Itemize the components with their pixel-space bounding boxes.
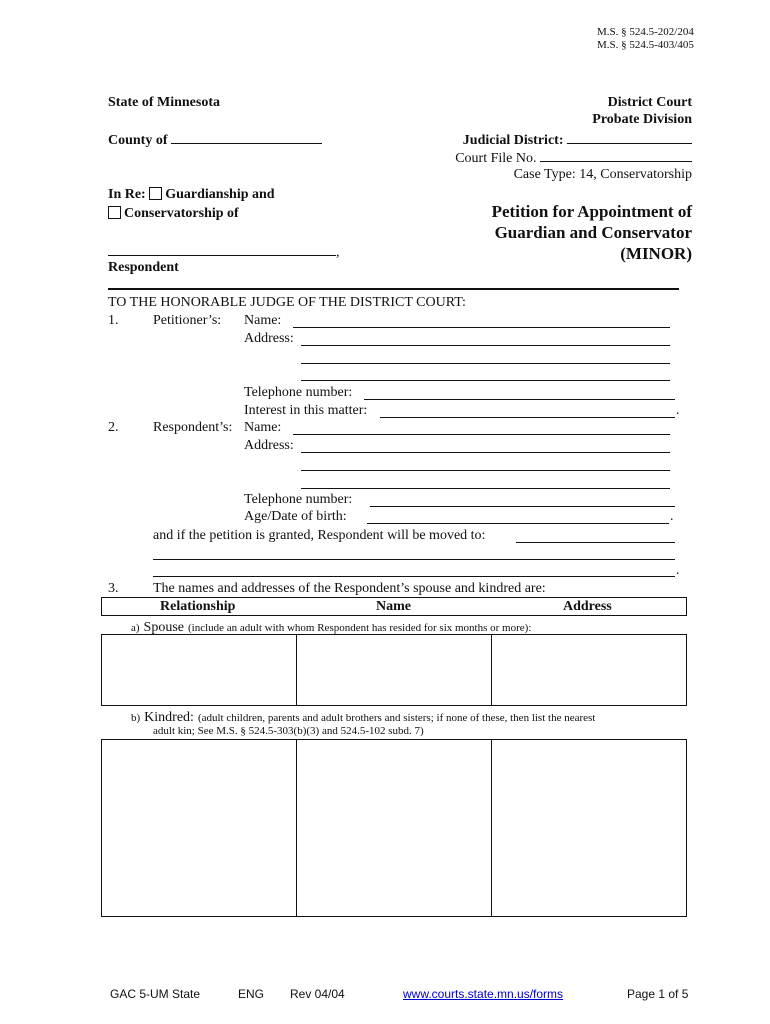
petitioner-address-field-2[interactable] bbox=[301, 363, 670, 364]
respondent-name-field[interactable] bbox=[293, 434, 670, 435]
kindred-label: Kindred: bbox=[144, 710, 194, 725]
case-type: Case Type: 14, Conservatorship bbox=[513, 167, 692, 182]
spouse-name-cell[interactable] bbox=[296, 634, 492, 706]
age-period: . bbox=[670, 509, 674, 524]
footer-form-id: GAC 5-UM State bbox=[110, 987, 201, 1001]
item3-text: The names and addresses of the Respondent’s spouse and kindred are: bbox=[153, 581, 546, 596]
in-re-label: In Re: bbox=[108, 187, 146, 202]
respondent-address-field-3[interactable] bbox=[301, 488, 670, 489]
kindred-relationship-cell[interactable] bbox=[101, 739, 297, 917]
in-re-line bbox=[108, 187, 275, 203]
division-name: Probate Division bbox=[592, 112, 692, 127]
county-label: County of bbox=[108, 133, 168, 148]
interest-field[interactable] bbox=[380, 417, 675, 418]
conservatorship-option-label: Conservatorship of bbox=[124, 206, 239, 221]
petitioner-address-label: Address: bbox=[244, 331, 294, 346]
kindred-row-label bbox=[131, 708, 595, 726]
respondent-address-label: Address: bbox=[244, 438, 294, 453]
county-line bbox=[108, 131, 322, 149]
moved-to-period: . bbox=[676, 563, 680, 578]
age-field[interactable] bbox=[367, 523, 669, 524]
spouse-relationship-cell[interactable] bbox=[101, 634, 297, 706]
kindred-note-line1: (adult children, parents and adult brothers and sisters; if none of these, then list the nearest bbox=[197, 712, 596, 724]
spouse-label: Spouse bbox=[143, 620, 184, 635]
footer-revision: Rev 04/04 bbox=[290, 987, 345, 1001]
interest-period: . bbox=[676, 403, 680, 418]
petitioner-name-label: Name: bbox=[244, 313, 282, 328]
moved-to-label: and if the petition is granted, Respondent will be moved to: bbox=[153, 528, 486, 543]
guardianship-checkbox[interactable] bbox=[149, 187, 162, 200]
respondent-name-line: , bbox=[108, 243, 340, 261]
court-file-field[interactable] bbox=[540, 149, 692, 162]
respondent-telephone-label: Telephone number: bbox=[244, 492, 353, 507]
statute-ref-1: M.S. § 524.5-202/204 bbox=[597, 26, 694, 38]
spouse-letter: a) bbox=[131, 622, 140, 634]
court-name: District Court bbox=[607, 95, 692, 110]
form-title-line2: Guardian and Conservator bbox=[494, 223, 692, 242]
petitioner-address-field-3[interactable] bbox=[301, 380, 670, 381]
header-relationship: Relationship bbox=[160, 599, 236, 614]
header-name: Name bbox=[376, 599, 411, 614]
respondent-telephone-field[interactable] bbox=[370, 506, 675, 507]
petitioner-address-field-1[interactable] bbox=[301, 345, 670, 346]
conservatorship-line bbox=[108, 206, 239, 222]
header-address: Address bbox=[563, 599, 612, 614]
age-label: Age/Date of birth: bbox=[244, 509, 347, 524]
item1-label: Petitioner’s: bbox=[153, 313, 222, 328]
item2-label: Respondent’s: bbox=[153, 420, 233, 435]
interest-label: Interest in this matter: bbox=[244, 403, 368, 418]
court-file-label: Court File No. bbox=[455, 151, 537, 166]
judicial-district-line bbox=[463, 131, 692, 149]
item2-number: 2. bbox=[108, 420, 119, 435]
header-divider bbox=[108, 288, 679, 290]
form-title-line1: Petition for Appointment of bbox=[491, 202, 692, 221]
county-field[interactable] bbox=[171, 131, 322, 144]
moved-to-field-3[interactable] bbox=[153, 576, 675, 577]
statute-ref-2: M.S. § 524.5-403/405 bbox=[597, 39, 694, 51]
respondent-caption-field[interactable] bbox=[108, 243, 336, 256]
item1-number: 1. bbox=[108, 313, 119, 328]
guardianship-option-label: Guardianship and bbox=[165, 187, 275, 202]
salutation: TO THE HONORABLE JUDGE OF THE DISTRICT COURT: bbox=[108, 295, 466, 310]
spouse-address-cell[interactable] bbox=[491, 634, 687, 706]
state-name: State of Minnesota bbox=[108, 95, 220, 110]
footer-page-number: Page 1 of 5 bbox=[627, 987, 689, 1001]
moved-to-field-2[interactable] bbox=[153, 559, 675, 560]
judicial-district-field[interactable] bbox=[567, 131, 692, 144]
petitioner-name-field[interactable] bbox=[293, 327, 670, 328]
respondent-address-field-1[interactable] bbox=[301, 452, 670, 453]
petitioner-telephone-label: Telephone number: bbox=[244, 385, 353, 400]
kindred-name-cell[interactable] bbox=[296, 739, 492, 917]
judicial-district-label: Judicial District: bbox=[462, 133, 564, 148]
footer-language: ENG bbox=[238, 987, 265, 1001]
kindred-address-cell[interactable] bbox=[491, 739, 687, 917]
kindred-table-header bbox=[101, 597, 687, 616]
item3-number: 3. bbox=[108, 581, 119, 596]
footer-forms-link[interactable]: www.courts.state.mn.us/forms bbox=[403, 987, 564, 1001]
kindred-letter: b) bbox=[131, 712, 141, 724]
petitioner-telephone-field[interactable] bbox=[364, 399, 675, 400]
spouse-note: (include an adult with whom Respondent has resided for six months or more): bbox=[188, 622, 532, 634]
moved-to-field-1[interactable] bbox=[516, 542, 675, 543]
respondent-address-field-2[interactable] bbox=[301, 470, 670, 471]
kindred-note-line2: adult kin; See M.S. § 524.5-303(b)(3) and 524.5-102 subd. 7) bbox=[153, 725, 424, 737]
court-file-line bbox=[455, 149, 692, 167]
form-title-line3: (MINOR) bbox=[620, 244, 692, 263]
respondent-name-label: Name: bbox=[244, 420, 282, 435]
conservatorship-checkbox[interactable] bbox=[108, 206, 121, 219]
respondent-label: Respondent bbox=[108, 260, 179, 275]
